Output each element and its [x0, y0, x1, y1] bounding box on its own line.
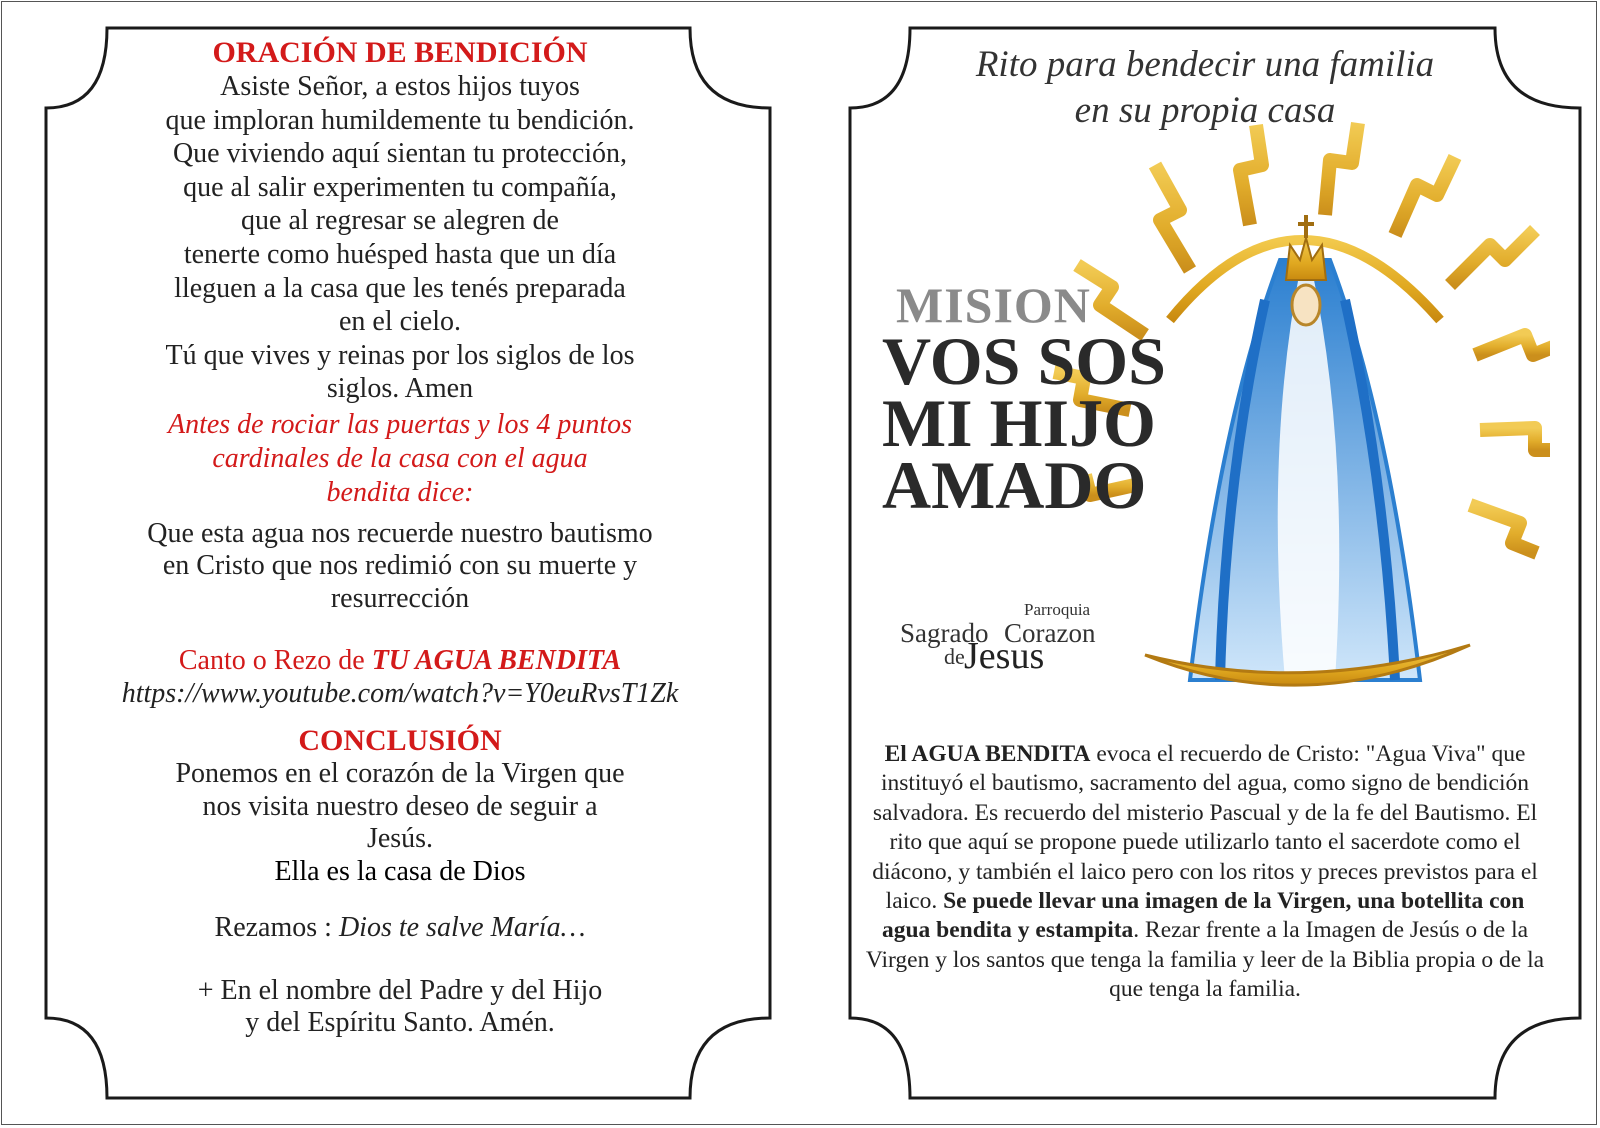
prayer-line: Tú que vives y reinas por los siglos de los: [165, 339, 635, 371]
body-text-1: evoca el recuerdo de Cristo: "Agua Viva" que instituyó el bautismo, sacramento del agua, como signo de bendición salvadora. Es recuerdo del misterio Pascual y de la fe del Bautismo. El rito que aquí se propone puede utilizarlo tanto el sacerdote como el diácono, y también el laico pero con los ritos y preces previstos para el laico.: [872, 741, 1538, 915]
song-line: [60, 645, 740, 678]
closing-line: y del Espíritu Santo. Amén.: [245, 1007, 555, 1039]
song-prefix: Canto o Rezo de: [178, 645, 372, 677]
logo-corazon: Corazon: [1004, 618, 1096, 648]
prayer-text: [60, 70, 740, 406]
prayer-line: que al salir experimenten tu compañía,: [183, 171, 617, 203]
prayer-line: Que viviendo aquí sientan tu protección,: [172, 138, 628, 170]
conclusion-text: [60, 758, 740, 888]
rubric: [60, 408, 740, 510]
water-line: resurrección: [330, 582, 470, 614]
rite-title-line: en su propia casa: [1074, 90, 1336, 131]
body-bold-2: Se puede llevar una imagen de la Virgen, una botellita con agua bendita y estampita: [881, 888, 1525, 944]
oracion-heading: ORACIÓN DE BENDICIÓN: [212, 36, 588, 69]
logo-parroquia: Parroquia: [1024, 600, 1091, 619]
conclusion-line: nos visita nuestro deseo de seguir a: [202, 790, 598, 822]
water-line: Que esta agua nos recuerde nuestro bautismo: [147, 517, 653, 549]
closing-text: [60, 975, 740, 1040]
prayer-line: siglos. Amen: [326, 373, 474, 405]
prayer-line: Asiste Señor, a estos hijos tuyos: [220, 71, 580, 102]
left-panel: [60, 34, 740, 1094]
conclusion-line: Jesús.: [366, 823, 434, 855]
prayer-line: que al regresar se alegren de: [241, 205, 559, 237]
body-text-2: . Rezar frente a la Imagen de Jesús o de la Virgen y los santos que tenga la familia y leer de la Biblia propia o de la que tenga la familia.: [865, 917, 1545, 1003]
rubric-line: cardinales de la casa con el agua: [212, 442, 588, 474]
mision-label: MISION: [896, 277, 1091, 333]
mission-title-line: AMADO: [882, 447, 1147, 523]
prayer-line: que imploran humildemente tu bendición.: [165, 104, 635, 136]
conclusion-line: Ella es la casa de Dios: [274, 855, 526, 887]
mission-title-line: VOS SOS: [882, 323, 1166, 399]
rite-title: [860, 42, 1550, 134]
rezamos-line: [60, 912, 740, 945]
holy-water-description: [860, 740, 1550, 1005]
logo-sagrado: Sagrado: [900, 618, 989, 648]
prayer-line: tenerte como huésped hasta que un día: [183, 238, 617, 270]
prayer-line: lleguen a la casa que les tenés preparada: [174, 272, 626, 304]
logo-jesus: Jesus: [964, 635, 1045, 677]
song-title: TU AGUA BENDITA: [371, 645, 622, 677]
rezamos-prefix: Rezamos :: [214, 912, 339, 944]
water-blessing: [60, 518, 740, 616]
parish-logo: [900, 600, 1130, 690]
right-panel: [860, 34, 1550, 1094]
water-line: en Cristo que nos redimió con su muerte y: [162, 550, 638, 582]
song-link[interactable]: https://www.youtube.com/watch?v=Y0euRvsT1Zk: [121, 677, 679, 709]
rubric-line: Antes de rociar las puertas y los 4 puntos: [167, 408, 633, 440]
conclusion-line: Ponemos en el corazón de la Virgen que: [175, 758, 625, 790]
song-block: [60, 645, 740, 710]
closing-line: + En el nombre del Padre y del Hijo: [197, 974, 603, 1006]
mission-title: [882, 323, 1212, 523]
mission-title-line: MI HIJO: [882, 385, 1156, 461]
rite-title-line: Rito para bendecir una familia: [975, 44, 1435, 85]
conclusion-heading: CONCLUSIÓN: [298, 724, 502, 758]
body-bold-1: El AGUA BENDITA: [884, 741, 1091, 767]
rubric-line: bendita dice:: [326, 476, 474, 508]
logo-de: de: [944, 644, 965, 669]
prayer-line: en el cielo.: [338, 306, 462, 338]
rezamos-prayer: Dios te salve María…: [338, 912, 586, 944]
